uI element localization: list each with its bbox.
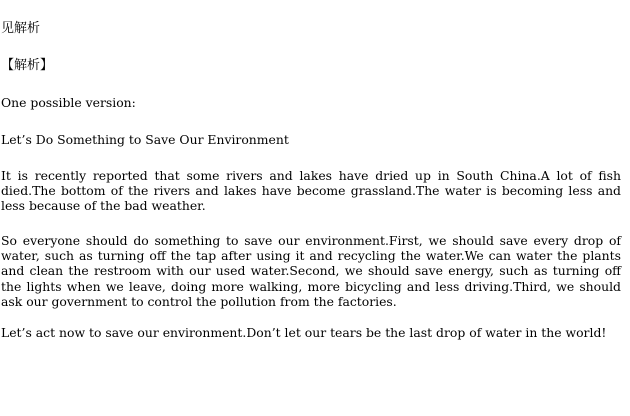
answer-label: 见解析 [1, 21, 41, 36]
paragraph-3: Let’s act now to save our environment.Don’t let our tears be the last drop of water in the world! [1, 325, 607, 340]
paragraph-2: So everyone should do something to save our environment.First, we should save every drop of water, such as turning off the tap after using it and recycling the water.We can water the plants and clean the restroom with our used water.Second, we should save energy, such as turning off the lights when we leave, doing more walking, more bicycling and less driving.Third, we should ask our government to control the pollution from the factories. [1, 233, 621, 309]
analysis-heading: 【解析】 [1, 58, 54, 73]
paragraph-1: It is recently reported that some rivers and lakes have dried up in South China.A lot of fish died.The bottom of the rivers and lakes have become grassland.The water is becoming less and less because of the bad weather. [1, 168, 621, 214]
essay-title: Let’s Do Something to Save Our Environment [1, 132, 289, 147]
intro-text: One possible version: [1, 95, 136, 110]
